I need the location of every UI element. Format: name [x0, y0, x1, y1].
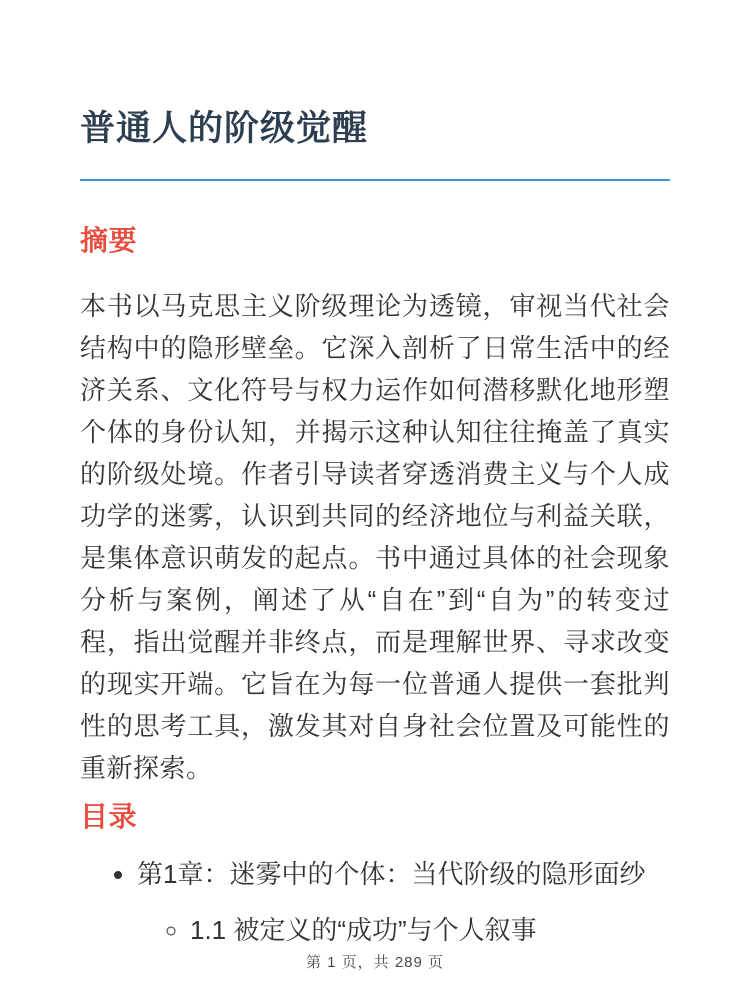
toc-item-chapter-1-label: 第1章：迷雾中的个体：当代阶级的隐形面纱 [137, 858, 646, 889]
abstract-heading: 摘要 [80, 225, 138, 256]
toc-item-1-1-label: 1.1 被定义的“成功”与个人叙事 [190, 914, 537, 945]
toc-item-chapter-1 [137, 854, 670, 950]
toc-sublist-chapter-1 [137, 910, 670, 950]
title-divider [80, 179, 670, 181]
toc-list [80, 854, 670, 950]
toc-item-1-1 [190, 910, 670, 950]
abstract-paragraph: 本书以马克思主义阶级理论为透镜，审视当代社会结构中的隐形壁垒。它深入剖析了日常生活中的经济关系、文化符号与权力运作如何潜移默化地形塑个体的身份认知，并揭示这种认知往往掩盖了真实的阶级处境。作者引导读者穿透消费主义与个人成功学的迷雾，认识到共同的经济地位与利益关联，是集体意识萌发的起点。书中通过具体的社会现象分析与案例，阐述了从“自在”到“自为”的转变过程，指出觉醒并非终点，而是理解世界、寻求改变的现实开端。它旨在为每一位普通人提供一套批判性的思考工具，激发其对自身社会位置及可能性的重新探索。 [80, 291, 670, 784]
page-title: 普通人的阶级觉醒 [80, 109, 369, 148]
toc-heading: 目录 [80, 801, 138, 833]
page-number: 第 1 页，共 289 页 [305, 954, 445, 971]
